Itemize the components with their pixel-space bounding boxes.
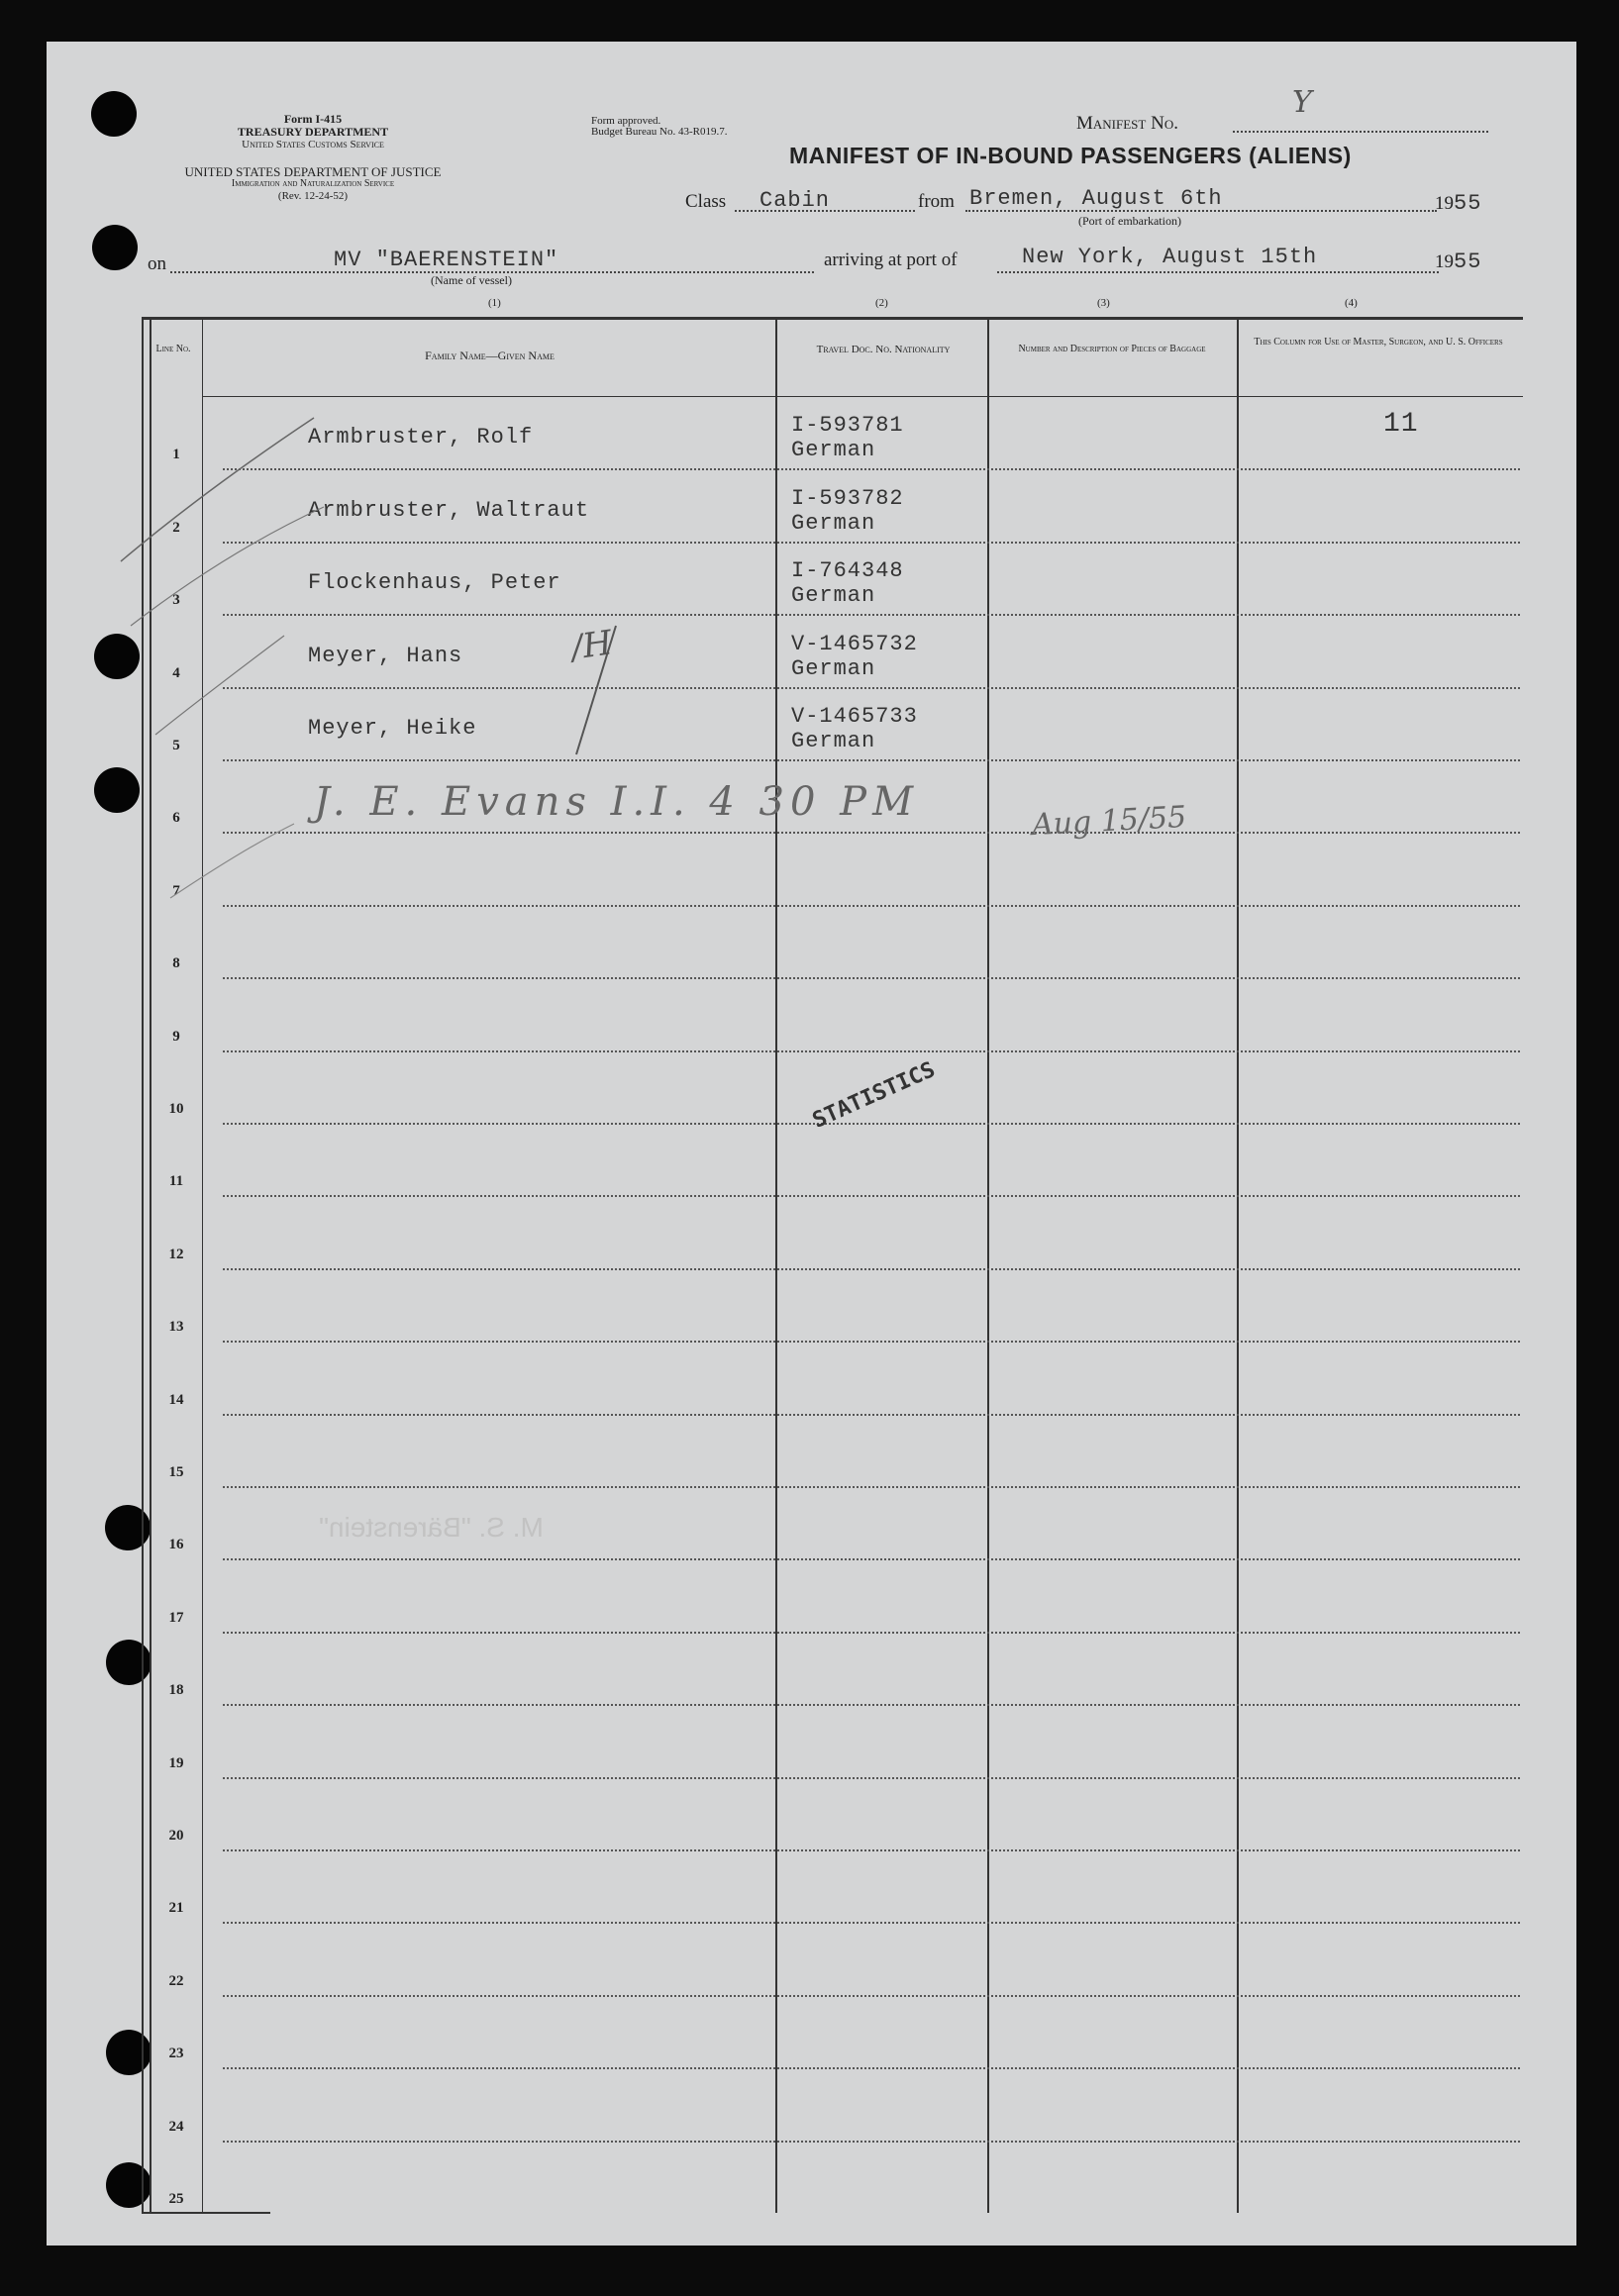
pencil-marks [47, 42, 1576, 2246]
class-value: Cabin [759, 188, 831, 213]
line-number: 14 [168, 1391, 184, 1408]
passenger-name: Armbruster, Rolf [308, 425, 534, 450]
line-number: 12 [168, 1246, 184, 1262]
budget-bureau: Budget Bureau No. 43-R019.7. [591, 126, 728, 138]
line-number: 6 [172, 810, 180, 827]
line-number: 2 [172, 519, 180, 536]
from-label: from [918, 191, 955, 212]
revision-label: (Rev. 12-24-52) [277, 190, 349, 202]
manifest-no-label: Manifest No. [1076, 113, 1178, 134]
arriving-label: arriving at port of [824, 250, 958, 270]
header-travel-doc: Travel Doc. No. Nationality [816, 344, 951, 355]
from-value: Bremen, August 6th [969, 186, 1223, 211]
line-number: 10 [168, 1101, 184, 1117]
nationality: German [791, 583, 876, 609]
passenger-name: Armbruster, Waltraut [308, 497, 590, 523]
vessel-name: MV "BAERENSTEIN" [334, 248, 559, 272]
line-number: 17 [168, 1609, 184, 1626]
year-2: 1955 [1435, 250, 1482, 274]
nationality: German [791, 510, 876, 536]
line-number: 1 [172, 447, 180, 463]
line-number: 9 [172, 1028, 180, 1045]
header-baggage: Number and Description of Pieces of Baggage [1018, 344, 1206, 354]
statistics-stamp: STATISTICS [809, 1057, 940, 1134]
travel-doc-number: I-593781 [791, 413, 904, 439]
nationality: German [791, 655, 876, 681]
passenger-name: Meyer, Hans [308, 643, 463, 668]
line-number: 7 [172, 882, 180, 899]
treasury-label: TREASURY DEPARTMENT [237, 125, 389, 139]
form-approved: Form approved. [591, 115, 661, 127]
line-number: 25 [168, 2191, 184, 2207]
class-label: Class [685, 191, 727, 212]
ins-label: Immigration and Naturalization Service [231, 178, 395, 189]
column-number-2: (2) [875, 297, 888, 309]
travel-doc-number: I-593782 [791, 485, 904, 511]
line-number: 21 [168, 1900, 184, 1917]
form-number: Form I-415 [283, 112, 343, 126]
nationality: German [791, 729, 876, 753]
on-label: on [148, 253, 166, 274]
officer-note: 11 [1383, 409, 1419, 441]
line-number: 18 [168, 1682, 184, 1699]
manifest-no-value: Y [1292, 85, 1312, 120]
line-number: 3 [172, 592, 180, 609]
line-number: 16 [168, 1537, 184, 1553]
customs-label: United States Customs Service [242, 139, 384, 150]
handwritten-date: Aug 15/55 [1031, 799, 1187, 844]
nationality: German [791, 438, 876, 463]
embarkation-caption: (Port of embarkation) [1078, 214, 1181, 228]
column-number-4: (4) [1345, 297, 1358, 309]
line-number: 5 [172, 738, 180, 753]
travel-doc-number: V-1465732 [791, 631, 918, 656]
passenger-name: Flockenhaus, Peter [308, 570, 561, 596]
line-number: 24 [168, 2118, 184, 2135]
line-number: 20 [168, 1828, 184, 1844]
inspector-signature: J. E. Evans I.I. 4 30 PM [314, 779, 920, 825]
line-number: 15 [168, 1464, 184, 1480]
faint-vessel-stamp: M. S. "Bärenstein" [319, 1512, 544, 1543]
year-1: 1955 [1435, 191, 1482, 216]
vessel-caption: (Name of vessel) [431, 273, 512, 287]
line-number: 11 [168, 1173, 184, 1190]
line-number: 22 [168, 1972, 184, 1989]
header-line-no: Line No. [155, 344, 191, 354]
travel-doc-number: V-1465733 [791, 704, 918, 729]
page-title: MANIFEST OF IN-BOUND PASSENGERS (ALIENS) [789, 143, 1352, 168]
line-number: 23 [168, 2046, 184, 2062]
column-number-3: (3) [1097, 297, 1110, 309]
justice-label: UNITED STATES DEPARTMENT OF JUSTICE [184, 164, 442, 179]
column-number-1: (1) [488, 297, 501, 309]
line-number: 8 [172, 955, 180, 972]
header-name: Family Name—Given Name [425, 349, 555, 362]
line-number: 13 [168, 1319, 184, 1336]
arrival-value: New York, August 15th [1022, 245, 1318, 269]
manifest-sheet [47, 42, 1576, 2246]
header-officers: This Column for Use of Master, Surgeon, and U. S. Officers [1254, 337, 1503, 348]
travel-doc-number: I-764348 [791, 558, 904, 584]
handwritten-mark: /H [568, 623, 615, 668]
line-number: 4 [172, 664, 180, 681]
passenger-name: Meyer, Heike [308, 716, 477, 741]
line-number: 19 [168, 1754, 184, 1771]
